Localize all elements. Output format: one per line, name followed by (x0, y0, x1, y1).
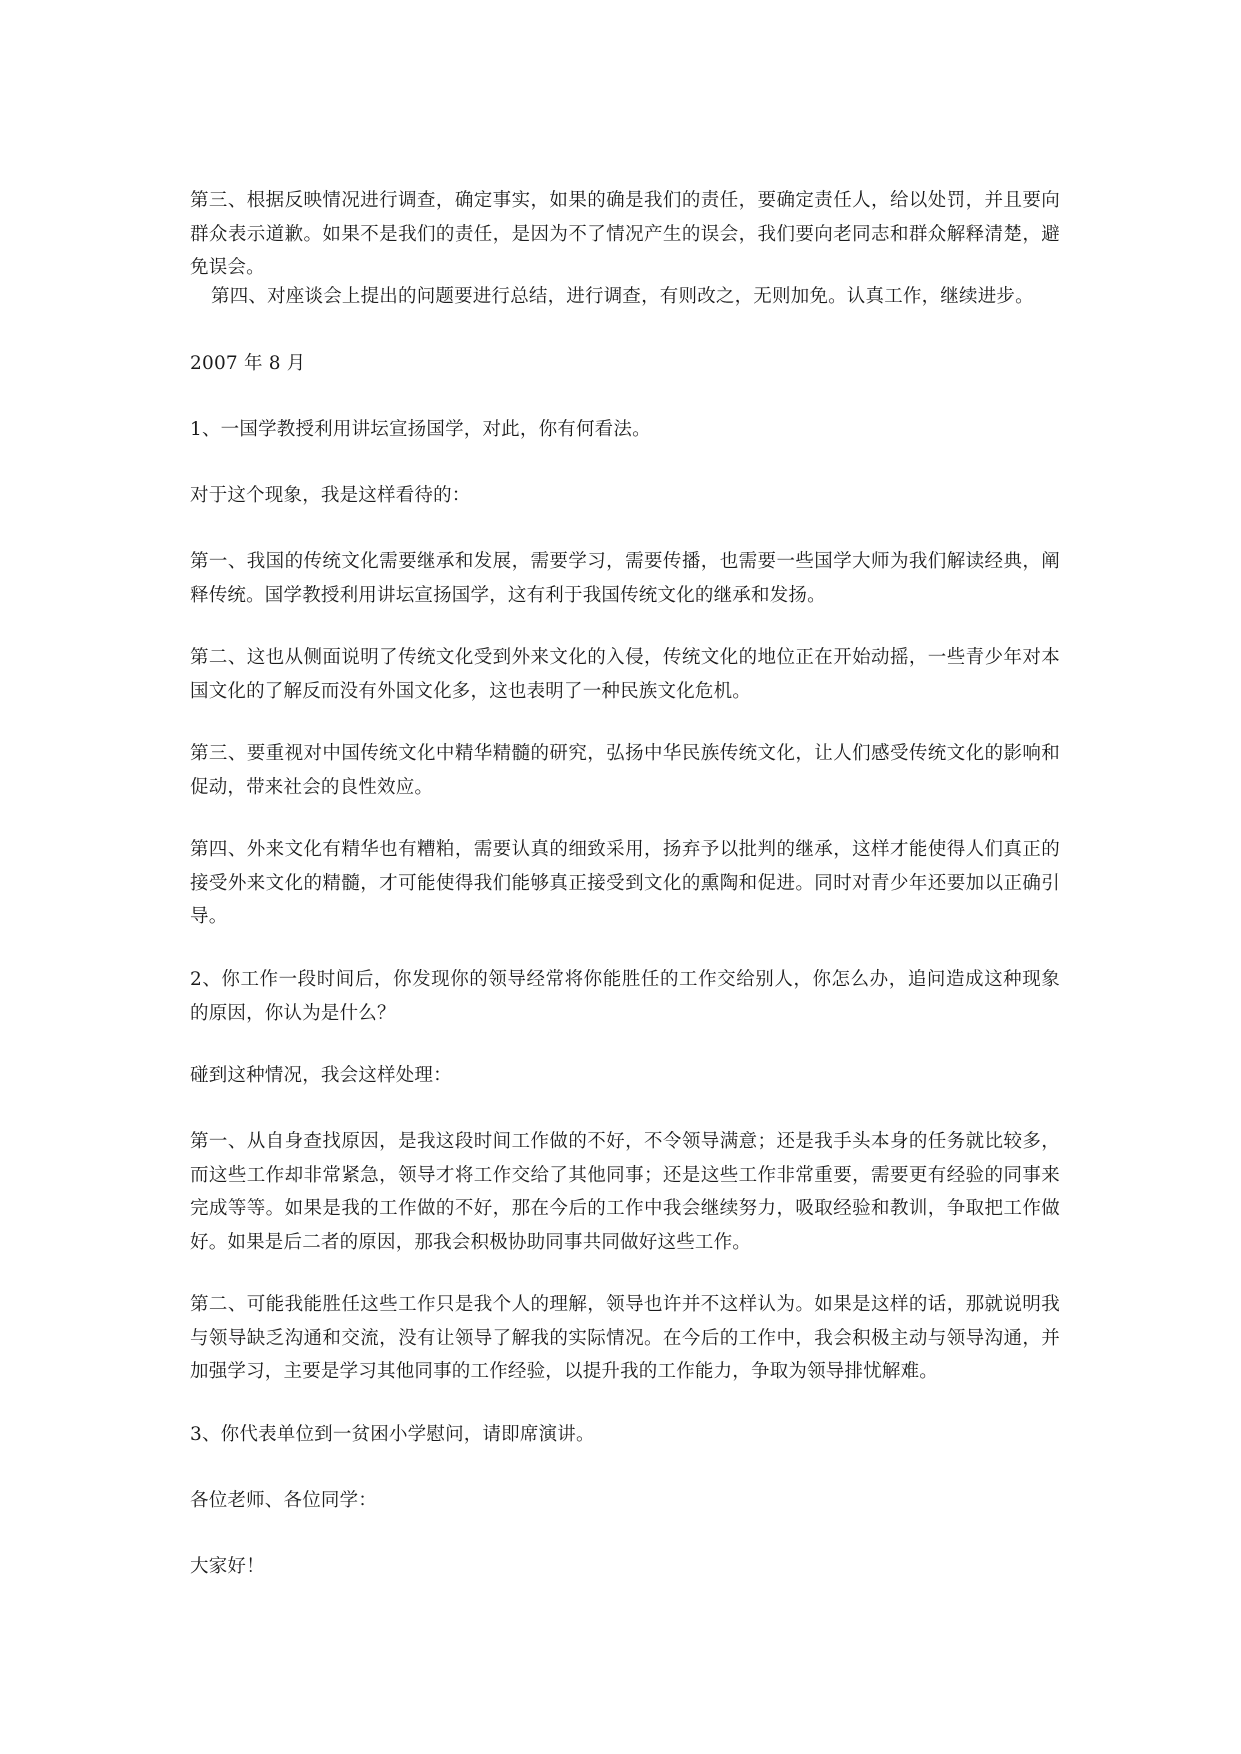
answer-2-intro: 碰到这种情况，我会这样处理： (190, 1065, 452, 1086)
speech-greeting: 大家好！ (190, 1556, 265, 1577)
date-heading: 2007 年 8 月 (190, 353, 306, 374)
paragraph-third-investigation: 第三、根据反映情况进行调查，确定事实，如果的确是我们的责任，要确定责任人，给以处罚，并且要向群众表示道歉。如果不是我们的责任，是因为不了情况产生的误会，我们要向老同志和群众解释清楚，避免误会。 (190, 190, 1060, 278)
answer-1-point-2: 第二、这也从侧面说明了传统文化受到外来文化的入侵，传统文化的地位正在开始动摇，一些青少年对本国文化的了解反而没有外国文化多，这也表明了一种民族文化危机。 (190, 647, 1060, 702)
answer-1-point-1: 第一、我国的传统文化需要继承和发展，需要学习，需要传播，也需要一些国学大师为我们解读经典，阐释传统。国学教授利用讲坛宣扬国学，这有利于我国传统文化的继承和发扬。 (190, 551, 1060, 606)
speech-salutation: 各位老师、各位同学： (190, 1490, 378, 1511)
question-1: 1、一国学教授利用讲坛宣扬国学，对此，你有何看法。 (190, 419, 651, 440)
answer-2-point-1: 第一、从自身查找原因，是我这段时间工作做的不好，不令领导满意；还是我手头本身的任务就比较多，而这些工作却非常紧急，领导才将工作交给了其他同事；还是这些工作非常重要，需要更有经验的同事来完成等等。如果是我的工作做的不好，那在今后的工作中我会继续努力，吸取经验和教训，争取把工作做好。如果是后二者的原因，那我会积极协助同事共同做好这些工作。 (190, 1131, 1060, 1253)
answer-1-intro: 对于这个现象，我是这样看待的： (190, 485, 471, 506)
question-2: 2、你工作一段时间后，你发现你的领导经常将你能胜任的工作交给别人，你怎么办，追问造成这种现象的原因，你认为是什么？ (190, 969, 1060, 1024)
answer-1-point-3: 第三、要重视对中国传统文化中精华精髓的研究，弘扬中华民族传统文化，让人们感受传统文化的影响和促动，带来社会的良性效应。 (190, 743, 1060, 798)
question-3: 3、你代表单位到一贫困小学慰问，请即席演讲。 (190, 1424, 595, 1445)
answer-1-point-4: 第四、外来文化有精华也有糟粕，需要认真的细致采用，扬弃予以批判的继承，这样才能使得人们真正的接受外来文化的精髓，才可能使得我们能够真正接受到文化的熏陶和促进。同时对青少年还要加以正确引导。 (190, 839, 1060, 927)
answer-2-point-2: 第二、可能我能胜任这些工作只是我个人的理解，领导也许并不这样认为。如果是这样的话，那就说明我与领导缺乏沟通和交流，没有让领导了解我的实际情况。在今后的工作中，我会积极主动与领导沟通，并加强学习，主要是学习其他同事的工作经验，以提升我的工作能力，争取为领导排忧解难。 (190, 1294, 1060, 1382)
paragraph-fourth-summary: 第四、对座谈会上提出的问题要进行总结，进行调查，有则改之，无则加免。认真工作，继续进步。 (211, 286, 1034, 307)
